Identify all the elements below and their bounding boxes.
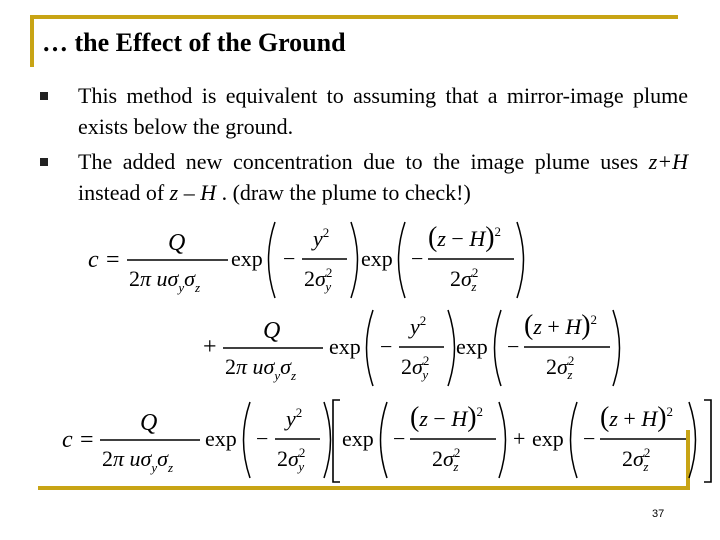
z-plus-H-squared: $(z + H)^2$ bbox=[524, 310, 598, 341]
minus-sign: − bbox=[380, 334, 393, 359]
denominator: 2π $u\sigma_y\sigma_z$ bbox=[225, 354, 297, 383]
denominator: 2π $u\sigma_y\sigma_z$ bbox=[129, 266, 201, 295]
minus-sign: − bbox=[411, 246, 424, 271]
exp-label: exp bbox=[532, 426, 564, 451]
two-sigma-z-squared: $2\sigma^2$ z bbox=[450, 265, 479, 294]
equation-1 bbox=[88, 222, 524, 298]
y-squared: $y^2$ bbox=[410, 313, 427, 339]
bullet-text-part: instead of bbox=[78, 180, 170, 205]
exp-label: exp bbox=[205, 426, 237, 451]
two-sigma-z-squared: $2\sigma^2$ z bbox=[622, 445, 651, 474]
two-sigma-z-squared: $2\sigma^2$ z bbox=[546, 353, 575, 382]
exp-label: exp bbox=[231, 246, 263, 271]
minus-sign: − bbox=[256, 426, 269, 451]
two-sigma-y-squared: $2\sigma^2$ y bbox=[277, 445, 306, 474]
y-squared: $y^2$ bbox=[313, 225, 330, 251]
slide-title: … the Effect of the Ground bbox=[42, 28, 346, 57]
exp-label: exp bbox=[342, 426, 374, 451]
exp-label: exp bbox=[456, 334, 488, 359]
numerator-Q: Q bbox=[263, 318, 281, 344]
minus-sign: − bbox=[393, 426, 406, 451]
bullet-text: This method is equivalent to assuming that a mirror-image plume exists below the ground. bbox=[78, 83, 688, 139]
z-plus-H-squared: $(z + H)^2$ bbox=[600, 402, 674, 433]
exp-label: exp bbox=[361, 246, 393, 271]
plus-sign: + bbox=[203, 334, 217, 360]
plus-sign: + bbox=[513, 426, 526, 451]
equals-sign: = bbox=[80, 427, 94, 453]
variable-z-minus-H: z – H bbox=[169, 180, 217, 205]
minus-sign: − bbox=[583, 426, 596, 451]
denominator: 2π $u\sigma_y\sigma_z$ bbox=[102, 446, 174, 475]
bullet-text-part: . (draw the plume to check!) bbox=[216, 180, 471, 205]
z-minus-H-squared: $(z - H)^2$ bbox=[410, 402, 484, 433]
equals-sign: = bbox=[106, 247, 120, 273]
bullet-text-part: The added new concentration due to the image plume uses bbox=[78, 149, 649, 174]
z-minus-H-squared: $(z - H)^2$ bbox=[428, 222, 502, 253]
two-sigma-z-squared: $2\sigma^2$ z bbox=[432, 445, 461, 474]
page-number: 37 bbox=[652, 508, 665, 520]
exp-label: exp bbox=[329, 334, 361, 359]
minus-sign: − bbox=[283, 246, 296, 271]
two-sigma-y-squared: $2\sigma^2$ y bbox=[401, 353, 430, 382]
numerator-Q: Q bbox=[140, 410, 158, 436]
numerator-Q: Q bbox=[168, 230, 186, 256]
variable-z-plus-H: z+H bbox=[648, 149, 688, 174]
minus-sign: − bbox=[507, 334, 520, 359]
y-squared: $y^2$ bbox=[286, 405, 303, 431]
lhs-c: c bbox=[88, 247, 99, 273]
equation-2 bbox=[62, 400, 711, 482]
equation-1-image-term bbox=[203, 310, 620, 386]
lhs-c: c bbox=[62, 427, 73, 453]
two-sigma-y-squared: $2\sigma^2$ y bbox=[304, 265, 333, 294]
